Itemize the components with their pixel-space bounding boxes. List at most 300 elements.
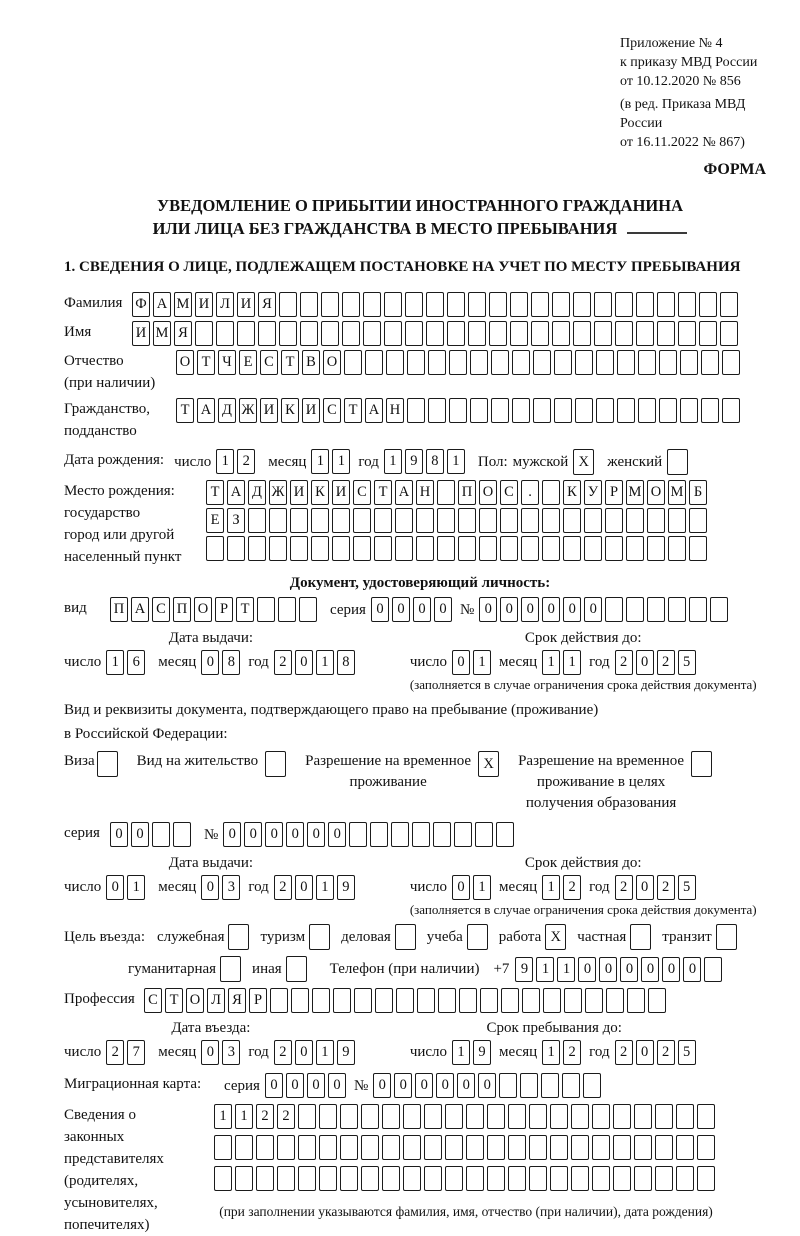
- char-cell[interactable]: [437, 480, 455, 505]
- char-cell[interactable]: 0: [295, 650, 313, 675]
- char-cell[interactable]: [659, 350, 677, 375]
- char-cell[interactable]: [269, 508, 287, 533]
- char-cell[interactable]: Т: [206, 480, 224, 505]
- char-cell[interactable]: [500, 536, 518, 561]
- char-cell[interactable]: [668, 597, 686, 622]
- char-cell[interactable]: [529, 1166, 547, 1191]
- char-cell[interactable]: [286, 956, 307, 982]
- char-cell[interactable]: 8: [426, 449, 444, 474]
- char-cell[interactable]: [512, 350, 530, 375]
- char-cell[interactable]: [501, 988, 519, 1013]
- char-cell[interactable]: Л: [207, 988, 225, 1013]
- char-cell[interactable]: [152, 822, 170, 847]
- char-cell[interactable]: [361, 1104, 379, 1129]
- char-cell[interactable]: [520, 1073, 538, 1098]
- char-cell[interactable]: [583, 1073, 601, 1098]
- char-cell[interactable]: [370, 822, 388, 847]
- char-cell[interactable]: [573, 321, 591, 346]
- doc-issue-month-cells[interactable]: [201, 650, 243, 675]
- char-cell[interactable]: А: [131, 597, 149, 622]
- char-cell[interactable]: Т: [344, 398, 362, 423]
- char-cell[interactable]: [248, 536, 266, 561]
- permit-valid-month-cells[interactable]: [542, 875, 584, 900]
- char-cell[interactable]: [479, 508, 497, 533]
- char-cell[interactable]: [403, 1135, 421, 1160]
- entry-month-cells[interactable]: [201, 1040, 243, 1065]
- char-cell[interactable]: [680, 350, 698, 375]
- char-cell[interactable]: [487, 1135, 505, 1160]
- char-cell[interactable]: [467, 924, 488, 950]
- permit-number-cells[interactable]: [223, 822, 517, 847]
- char-cell[interactable]: [491, 350, 509, 375]
- char-cell[interactable]: [424, 1104, 442, 1129]
- char-cell[interactable]: П: [110, 597, 128, 622]
- char-cell[interactable]: Т: [165, 988, 183, 1013]
- char-cell[interactable]: [340, 1135, 358, 1160]
- char-cell[interactable]: [405, 321, 423, 346]
- char-cell[interactable]: 0: [641, 957, 659, 982]
- char-cell[interactable]: [564, 988, 582, 1013]
- char-cell[interactable]: [321, 321, 339, 346]
- char-cell[interactable]: [655, 1104, 673, 1129]
- char-cell[interactable]: 0: [563, 597, 581, 622]
- char-cell[interactable]: [384, 292, 402, 317]
- char-cell[interactable]: Ч: [218, 350, 236, 375]
- char-cell[interactable]: 2: [657, 875, 675, 900]
- char-cell[interactable]: [594, 292, 612, 317]
- char-cell[interactable]: [704, 957, 722, 982]
- char-cell[interactable]: 1: [542, 650, 560, 675]
- stay-day-cells[interactable]: [452, 1040, 494, 1065]
- purpose-private-checkbox[interactable]: [630, 924, 654, 950]
- char-cell[interactable]: [613, 1166, 631, 1191]
- char-cell[interactable]: [605, 597, 623, 622]
- char-cell[interactable]: [531, 292, 549, 317]
- char-cell[interactable]: [541, 1073, 559, 1098]
- char-cell[interactable]: В: [302, 350, 320, 375]
- char-cell[interactable]: 0: [131, 822, 149, 847]
- char-cell[interactable]: 1: [316, 1040, 334, 1065]
- char-cell[interactable]: 1: [563, 650, 581, 675]
- char-cell[interactable]: [594, 321, 612, 346]
- char-cell[interactable]: [563, 508, 581, 533]
- char-cell[interactable]: [300, 321, 318, 346]
- char-cell[interactable]: [722, 398, 740, 423]
- char-cell[interactable]: [445, 1135, 463, 1160]
- char-cell[interactable]: [290, 536, 308, 561]
- char-cell[interactable]: 0: [478, 1073, 496, 1098]
- char-cell[interactable]: 1: [235, 1104, 253, 1129]
- char-cell[interactable]: [522, 988, 540, 1013]
- migration-series-cells[interactable]: [265, 1073, 349, 1098]
- doc-series-cells[interactable]: [371, 597, 455, 622]
- char-cell[interactable]: Б: [689, 480, 707, 505]
- purpose-other-checkbox[interactable]: [286, 956, 310, 982]
- char-cell[interactable]: [697, 1135, 715, 1160]
- char-cell[interactable]: [374, 536, 392, 561]
- char-cell[interactable]: X: [573, 449, 594, 475]
- char-cell[interactable]: Р: [605, 480, 623, 505]
- char-cell[interactable]: 1: [214, 1104, 232, 1129]
- char-cell[interactable]: [552, 321, 570, 346]
- char-cell[interactable]: [269, 536, 287, 561]
- char-cell[interactable]: 1: [127, 875, 145, 900]
- char-cell[interactable]: 1: [311, 449, 329, 474]
- char-cell[interactable]: [353, 508, 371, 533]
- char-cell[interactable]: 1: [473, 875, 491, 900]
- char-cell[interactable]: 1: [106, 650, 124, 675]
- char-cell[interactable]: [248, 508, 266, 533]
- doc-valid-day-cells[interactable]: [452, 650, 494, 675]
- char-cell[interactable]: 0: [201, 1040, 219, 1065]
- char-cell[interactable]: Ж: [269, 480, 287, 505]
- stay-year-cells[interactable]: [615, 1040, 699, 1065]
- char-cell[interactable]: [265, 751, 286, 777]
- char-cell[interactable]: 1: [447, 449, 465, 474]
- char-cell[interactable]: [596, 398, 614, 423]
- char-cell[interactable]: [426, 321, 444, 346]
- char-cell[interactable]: [270, 988, 288, 1013]
- char-cell[interactable]: 0: [286, 1073, 304, 1098]
- char-cell[interactable]: [426, 292, 444, 317]
- char-cell[interactable]: [489, 321, 507, 346]
- char-cell[interactable]: [279, 292, 297, 317]
- char-cell[interactable]: [361, 1166, 379, 1191]
- migration-number-cells[interactable]: [373, 1073, 604, 1098]
- char-cell[interactable]: [575, 398, 593, 423]
- permit-issue-year-cells[interactable]: [274, 875, 358, 900]
- char-cell[interactable]: [647, 508, 665, 533]
- char-cell[interactable]: [466, 1166, 484, 1191]
- char-cell[interactable]: [550, 1166, 568, 1191]
- char-cell[interactable]: [235, 1135, 253, 1160]
- char-cell[interactable]: [584, 536, 602, 561]
- char-cell[interactable]: [617, 398, 635, 423]
- char-cell[interactable]: [592, 1135, 610, 1160]
- char-cell[interactable]: [309, 924, 330, 950]
- char-cell[interactable]: [627, 988, 645, 1013]
- char-cell[interactable]: А: [153, 292, 171, 317]
- char-cell[interactable]: 7: [127, 1040, 145, 1065]
- char-cell[interactable]: 8: [337, 650, 355, 675]
- char-cell[interactable]: [512, 398, 530, 423]
- char-cell[interactable]: [363, 321, 381, 346]
- char-cell[interactable]: [466, 1104, 484, 1129]
- char-cell[interactable]: О: [194, 597, 212, 622]
- char-cell[interactable]: 2: [106, 1040, 124, 1065]
- char-cell[interactable]: [585, 988, 603, 1013]
- char-cell[interactable]: X: [478, 751, 499, 777]
- char-cell[interactable]: И: [332, 480, 350, 505]
- char-cell[interactable]: [391, 822, 409, 847]
- char-cell[interactable]: [508, 1104, 526, 1129]
- char-cell[interactable]: [487, 1166, 505, 1191]
- char-cell[interactable]: 0: [106, 875, 124, 900]
- char-cell[interactable]: [428, 350, 446, 375]
- char-cell[interactable]: [454, 822, 472, 847]
- char-cell[interactable]: [722, 350, 740, 375]
- char-cell[interactable]: [458, 536, 476, 561]
- permit-issue-month-cells[interactable]: [201, 875, 243, 900]
- char-cell[interactable]: [298, 1104, 316, 1129]
- char-cell[interactable]: [277, 1166, 295, 1191]
- char-cell[interactable]: [550, 1135, 568, 1160]
- purpose-study-checkbox[interactable]: [467, 924, 491, 950]
- permit-issue-day-cells[interactable]: [106, 875, 148, 900]
- char-cell[interactable]: [342, 321, 360, 346]
- char-cell[interactable]: [290, 508, 308, 533]
- char-cell[interactable]: [382, 1135, 400, 1160]
- char-cell[interactable]: [542, 480, 560, 505]
- char-cell[interactable]: [361, 1135, 379, 1160]
- char-cell[interactable]: [699, 321, 717, 346]
- char-cell[interactable]: А: [365, 398, 383, 423]
- char-cell[interactable]: [626, 597, 644, 622]
- char-cell[interactable]: [689, 597, 707, 622]
- char-cell[interactable]: [552, 292, 570, 317]
- char-cell[interactable]: [689, 508, 707, 533]
- char-cell[interactable]: [676, 1166, 694, 1191]
- char-cell[interactable]: И: [195, 292, 213, 317]
- char-cell[interactable]: [405, 292, 423, 317]
- char-cell[interactable]: 0: [636, 1040, 654, 1065]
- char-cell[interactable]: И: [302, 398, 320, 423]
- birth-place-row3-cells[interactable]: [206, 536, 710, 561]
- char-cell[interactable]: [468, 321, 486, 346]
- char-cell[interactable]: 2: [277, 1104, 295, 1129]
- doc-issue-day-cells[interactable]: [106, 650, 148, 675]
- char-cell[interactable]: 1: [332, 449, 350, 474]
- char-cell[interactable]: [710, 597, 728, 622]
- char-cell[interactable]: 1: [216, 449, 234, 474]
- char-cell[interactable]: [596, 350, 614, 375]
- char-cell[interactable]: [691, 751, 712, 777]
- char-cell[interactable]: [375, 988, 393, 1013]
- birth-day-cells[interactable]: [216, 449, 258, 474]
- char-cell[interactable]: [626, 536, 644, 561]
- char-cell[interactable]: 8: [222, 650, 240, 675]
- char-cell[interactable]: [584, 508, 602, 533]
- char-cell[interactable]: [533, 398, 551, 423]
- char-cell[interactable]: С: [152, 597, 170, 622]
- doc-valid-year-cells[interactable]: [615, 650, 699, 675]
- char-cell[interactable]: [496, 822, 514, 847]
- char-cell[interactable]: [428, 398, 446, 423]
- char-cell[interactable]: [701, 350, 719, 375]
- birth-year-cells[interactable]: [384, 449, 468, 474]
- char-cell[interactable]: [438, 988, 456, 1013]
- char-cell[interactable]: Р: [249, 988, 267, 1013]
- char-cell[interactable]: 1: [557, 957, 575, 982]
- char-cell[interactable]: О: [323, 350, 341, 375]
- char-cell[interactable]: [300, 292, 318, 317]
- char-cell[interactable]: 0: [244, 822, 262, 847]
- char-cell[interactable]: [542, 536, 560, 561]
- char-cell[interactable]: [554, 350, 572, 375]
- char-cell[interactable]: 2: [274, 650, 292, 675]
- char-cell[interactable]: [437, 508, 455, 533]
- char-cell[interactable]: [487, 1104, 505, 1129]
- char-cell[interactable]: [689, 536, 707, 561]
- char-cell[interactable]: [606, 988, 624, 1013]
- char-cell[interactable]: 0: [223, 822, 241, 847]
- char-cell[interactable]: [676, 1135, 694, 1160]
- permit-series-cells[interactable]: [110, 822, 194, 847]
- char-cell[interactable]: [697, 1166, 715, 1191]
- char-cell[interactable]: [311, 536, 329, 561]
- purpose-humanitarian-checkbox[interactable]: [220, 956, 244, 982]
- char-cell[interactable]: [697, 1104, 715, 1129]
- char-cell[interactable]: [605, 508, 623, 533]
- char-cell[interactable]: 2: [563, 1040, 581, 1065]
- char-cell[interactable]: [173, 822, 191, 847]
- char-cell[interactable]: 2: [615, 875, 633, 900]
- char-cell[interactable]: 0: [373, 1073, 391, 1098]
- char-cell[interactable]: К: [563, 480, 581, 505]
- char-cell[interactable]: И: [260, 398, 278, 423]
- char-cell[interactable]: [676, 1104, 694, 1129]
- char-cell[interactable]: 9: [337, 875, 355, 900]
- char-cell[interactable]: 2: [615, 1040, 633, 1065]
- char-cell[interactable]: .: [521, 480, 539, 505]
- char-cell[interactable]: М: [174, 292, 192, 317]
- representatives-row2-cells[interactable]: [214, 1135, 718, 1160]
- char-cell[interactable]: [445, 1104, 463, 1129]
- char-cell[interactable]: [668, 536, 686, 561]
- char-cell[interactable]: И: [237, 292, 255, 317]
- char-cell[interactable]: [489, 292, 507, 317]
- char-cell[interactable]: [424, 1166, 442, 1191]
- char-cell[interactable]: [592, 1166, 610, 1191]
- char-cell[interactable]: [459, 988, 477, 1013]
- char-cell[interactable]: [412, 822, 430, 847]
- char-cell[interactable]: О: [186, 988, 204, 1013]
- char-cell[interactable]: [353, 536, 371, 561]
- char-cell[interactable]: О: [176, 350, 194, 375]
- char-cell[interactable]: [256, 1135, 274, 1160]
- char-cell[interactable]: Я: [174, 321, 192, 346]
- char-cell[interactable]: [510, 292, 528, 317]
- char-cell[interactable]: 2: [237, 449, 255, 474]
- char-cell[interactable]: З: [227, 508, 245, 533]
- char-cell[interactable]: 0: [265, 1073, 283, 1098]
- birth-place-row1-cells[interactable]: [206, 480, 710, 505]
- char-cell[interactable]: У: [584, 480, 602, 505]
- char-cell[interactable]: [447, 292, 465, 317]
- name-cells[interactable]: [132, 321, 741, 346]
- char-cell[interactable]: [354, 988, 372, 1013]
- char-cell[interactable]: [342, 292, 360, 317]
- char-cell[interactable]: [417, 988, 435, 1013]
- char-cell[interactable]: 5: [678, 1040, 696, 1065]
- char-cell[interactable]: [659, 398, 677, 423]
- char-cell[interactable]: 0: [636, 875, 654, 900]
- doc-number-cells[interactable]: [479, 597, 731, 622]
- char-cell[interactable]: [214, 1166, 232, 1191]
- char-cell[interactable]: [298, 1135, 316, 1160]
- char-cell[interactable]: 0: [434, 597, 452, 622]
- char-cell[interactable]: [340, 1104, 358, 1129]
- char-cell[interactable]: [499, 1073, 517, 1098]
- char-cell[interactable]: 2: [657, 1040, 675, 1065]
- profession-cells[interactable]: [144, 988, 669, 1013]
- char-cell[interactable]: Л: [216, 292, 234, 317]
- char-cell[interactable]: [571, 1166, 589, 1191]
- char-cell[interactable]: 0: [436, 1073, 454, 1098]
- char-cell[interactable]: [257, 597, 275, 622]
- char-cell[interactable]: [277, 1135, 295, 1160]
- char-cell[interactable]: 6: [127, 650, 145, 675]
- char-cell[interactable]: [403, 1104, 421, 1129]
- purpose-business-checkbox[interactable]: [395, 924, 419, 950]
- char-cell[interactable]: [396, 988, 414, 1013]
- char-cell[interactable]: 2: [256, 1104, 274, 1129]
- char-cell[interactable]: 0: [662, 957, 680, 982]
- char-cell[interactable]: [340, 1166, 358, 1191]
- char-cell[interactable]: 0: [457, 1073, 475, 1098]
- char-cell[interactable]: Е: [239, 350, 257, 375]
- char-cell[interactable]: [470, 398, 488, 423]
- char-cell[interactable]: 0: [295, 1040, 313, 1065]
- char-cell[interactable]: [363, 292, 381, 317]
- char-cell[interactable]: 0: [392, 597, 410, 622]
- char-cell[interactable]: 5: [678, 650, 696, 675]
- char-cell[interactable]: С: [500, 480, 518, 505]
- char-cell[interactable]: А: [395, 480, 413, 505]
- char-cell[interactable]: [365, 350, 383, 375]
- char-cell[interactable]: [647, 536, 665, 561]
- representatives-row1-cells[interactable]: [214, 1104, 718, 1129]
- char-cell[interactable]: 2: [615, 650, 633, 675]
- char-cell[interactable]: 0: [415, 1073, 433, 1098]
- char-cell[interactable]: И: [132, 321, 150, 346]
- char-cell[interactable]: [403, 1166, 421, 1191]
- char-cell[interactable]: [716, 924, 737, 950]
- char-cell[interactable]: [529, 1104, 547, 1129]
- char-cell[interactable]: С: [144, 988, 162, 1013]
- char-cell[interactable]: [479, 536, 497, 561]
- char-cell[interactable]: 0: [328, 822, 346, 847]
- char-cell[interactable]: 2: [274, 875, 292, 900]
- char-cell[interactable]: 1: [542, 875, 560, 900]
- char-cell[interactable]: [521, 536, 539, 561]
- residence-permit-checkbox[interactable]: [265, 751, 289, 777]
- char-cell[interactable]: А: [227, 480, 245, 505]
- char-cell[interactable]: М: [153, 321, 171, 346]
- char-cell[interactable]: [543, 988, 561, 1013]
- char-cell[interactable]: Е: [206, 508, 224, 533]
- char-cell[interactable]: [720, 292, 738, 317]
- char-cell[interactable]: 0: [413, 597, 431, 622]
- char-cell[interactable]: [449, 398, 467, 423]
- char-cell[interactable]: 0: [371, 597, 389, 622]
- char-cell[interactable]: [424, 1135, 442, 1160]
- char-cell[interactable]: [500, 508, 518, 533]
- char-cell[interactable]: 0: [295, 875, 313, 900]
- char-cell[interactable]: Т: [176, 398, 194, 423]
- char-cell[interactable]: [445, 1166, 463, 1191]
- char-cell[interactable]: 1: [542, 1040, 560, 1065]
- char-cell[interactable]: П: [458, 480, 476, 505]
- char-cell[interactable]: [571, 1104, 589, 1129]
- char-cell[interactable]: [458, 508, 476, 533]
- purpose-official-checkbox[interactable]: [228, 924, 252, 950]
- char-cell[interactable]: [613, 1135, 631, 1160]
- char-cell[interactable]: [655, 1166, 673, 1191]
- patronymic-cells[interactable]: [176, 350, 743, 375]
- char-cell[interactable]: [228, 924, 249, 950]
- char-cell[interactable]: С: [323, 398, 341, 423]
